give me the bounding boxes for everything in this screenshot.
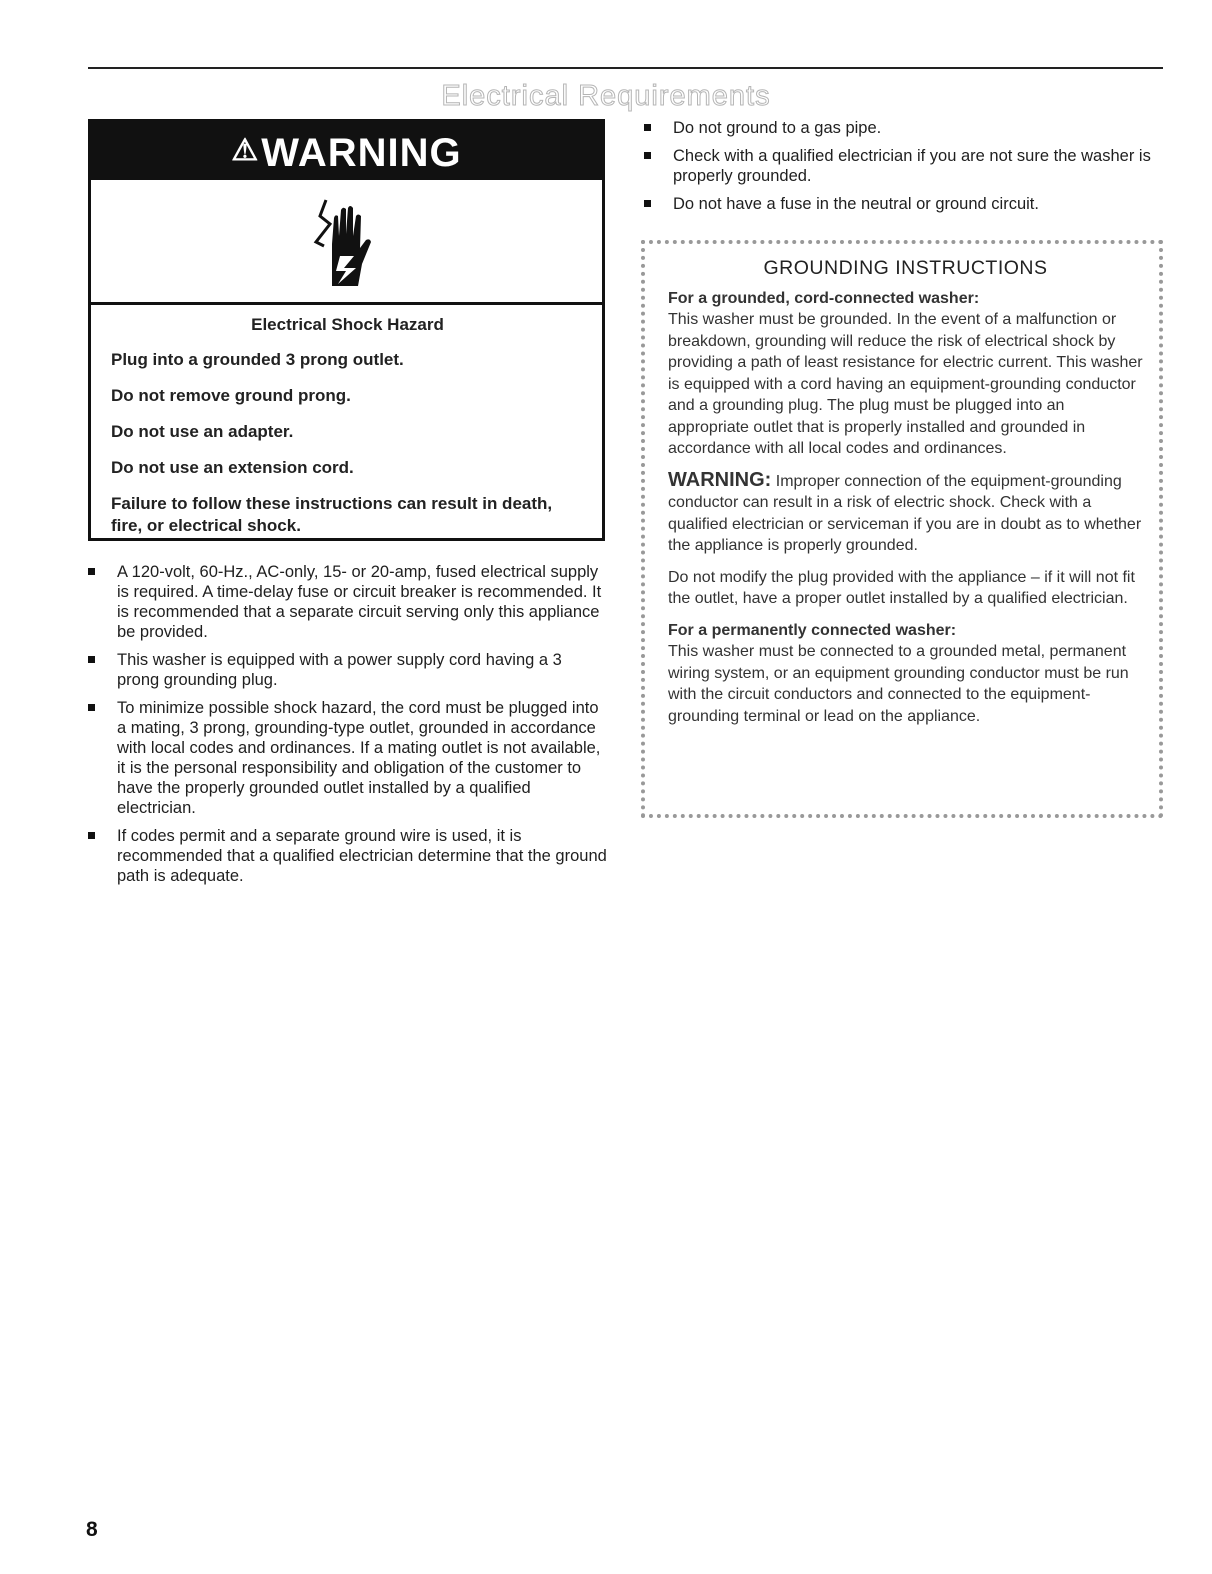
cord-connected-text: This washer must be grounded. In the event of a malfunction or breakdown, grounding will reduce the risk of electrical shock by providing a path of least resistance for electric current. This washer is equipped with a cord having an equipment-grounding conductor and a grounding plug. The plug must be plugged into an appropriate outlet that is properly installed and grounded in accordance with all local codes and ordinances. — [668, 311, 1143, 457]
list-item — [88, 562, 608, 642]
warning-header-label: WARNING — [261, 131, 462, 175]
list-item — [644, 118, 1164, 138]
bullet-square-icon — [644, 152, 651, 159]
bullet-square-icon — [88, 704, 95, 711]
bullet-square-icon — [88, 656, 95, 663]
list-item-text: To minimize possible shock hazard, the cord must be plugged into a mating, 3 prong, grounding-type outlet, grounded in accordance with local codes and ordinances. If a mating outlet is not available, it is the personal responsibility and obligation of the customer to have the properly grounded outlet installed by a qualified electrician. — [117, 699, 601, 817]
list-item — [88, 698, 608, 818]
list-item — [644, 194, 1164, 214]
bullet-square-icon — [88, 568, 95, 575]
grounding-warning-lead: WARNING: — [668, 468, 772, 491]
bullet-square-icon — [644, 124, 651, 131]
grounding-instructions-box — [641, 240, 1163, 818]
cord-connected-heading: For a grounded, cord-connected washer: — [668, 289, 980, 307]
warning-line: Do not use an extension cord. — [111, 458, 354, 477]
warning-header — [91, 122, 602, 180]
left-bullet-list — [88, 562, 608, 894]
list-item — [88, 826, 608, 886]
list-item-text: This washer is equipped with a power supply cord having a 3 prong grounding plug. — [117, 651, 562, 689]
top-rule — [88, 67, 1163, 69]
page-title: Electrical Requirements — [441, 80, 771, 112]
electric-shock-hand-icon — [310, 196, 380, 292]
list-item — [88, 650, 608, 690]
hazard-title: Electrical Shock Hazard — [251, 315, 444, 334]
permanent-text: This washer must be connected to a grounded metal, permanent wiring system, or an equipment grounding conductor must be run with the circuit conductors and connected to the equipment-grounding terminal or lead on the appliance. — [668, 643, 1129, 725]
permanent-heading: For a permanently connected washer: — [668, 621, 957, 639]
shock-hazard-area — [91, 180, 602, 305]
bullet-square-icon — [88, 832, 95, 839]
list-item — [644, 146, 1164, 186]
list-item-text: Do not ground to a gas pipe. — [673, 119, 882, 137]
grounding-warning-text: Improper connection of the equipment-grounding conductor can result in a risk of electric shock. Check with a qualified electrician or serviceman if you are in doubt as to whether the appliance is properly grounded. — [668, 472, 1142, 554]
warning-box — [88, 119, 605, 541]
list-item-text: If codes permit and a separate ground wire is used, it is recommended that a qualified electrician determine that the ground path is adequate. — [117, 827, 607, 885]
grounding-title: GROUNDING INSTRUCTIONS — [763, 257, 1048, 279]
warning-text — [91, 305, 602, 537]
warning-line: Do not remove ground prong. — [111, 386, 351, 405]
right-bullet-list — [644, 118, 1164, 222]
page-number: 8 — [86, 1518, 98, 1541]
bullet-square-icon — [644, 200, 651, 207]
warning-line: Plug into a grounded 3 prong outlet. — [111, 350, 404, 369]
list-item-text: Do not have a fuse in the neutral or ground circuit. — [673, 195, 1039, 213]
warning-line: Do not use an adapter. — [111, 422, 294, 441]
modify-plug-text: Do not modify the plug provided with the appliance – if it will not fit the outlet, have a proper outlet installed by a qualified electrician. — [668, 568, 1135, 607]
list-item-text: A 120-volt, 60-Hz., AC-only, 15- or 20-amp, fused electrical supply is required. A time-delay fuse or circuit breaker is recommended. It is recommended that a separate circuit serving only this appliance be provided. — [117, 563, 602, 641]
warning-line: Failure to follow these instructions can result in death, fire, or electrical shock. — [111, 494, 553, 535]
grounding-warning — [668, 470, 1143, 557]
list-item-text: Check with a qualified electrician if you are not sure the washer is properly grounded. — [673, 147, 1151, 185]
warning-triangle-icon: ⚠ — [231, 134, 260, 167]
